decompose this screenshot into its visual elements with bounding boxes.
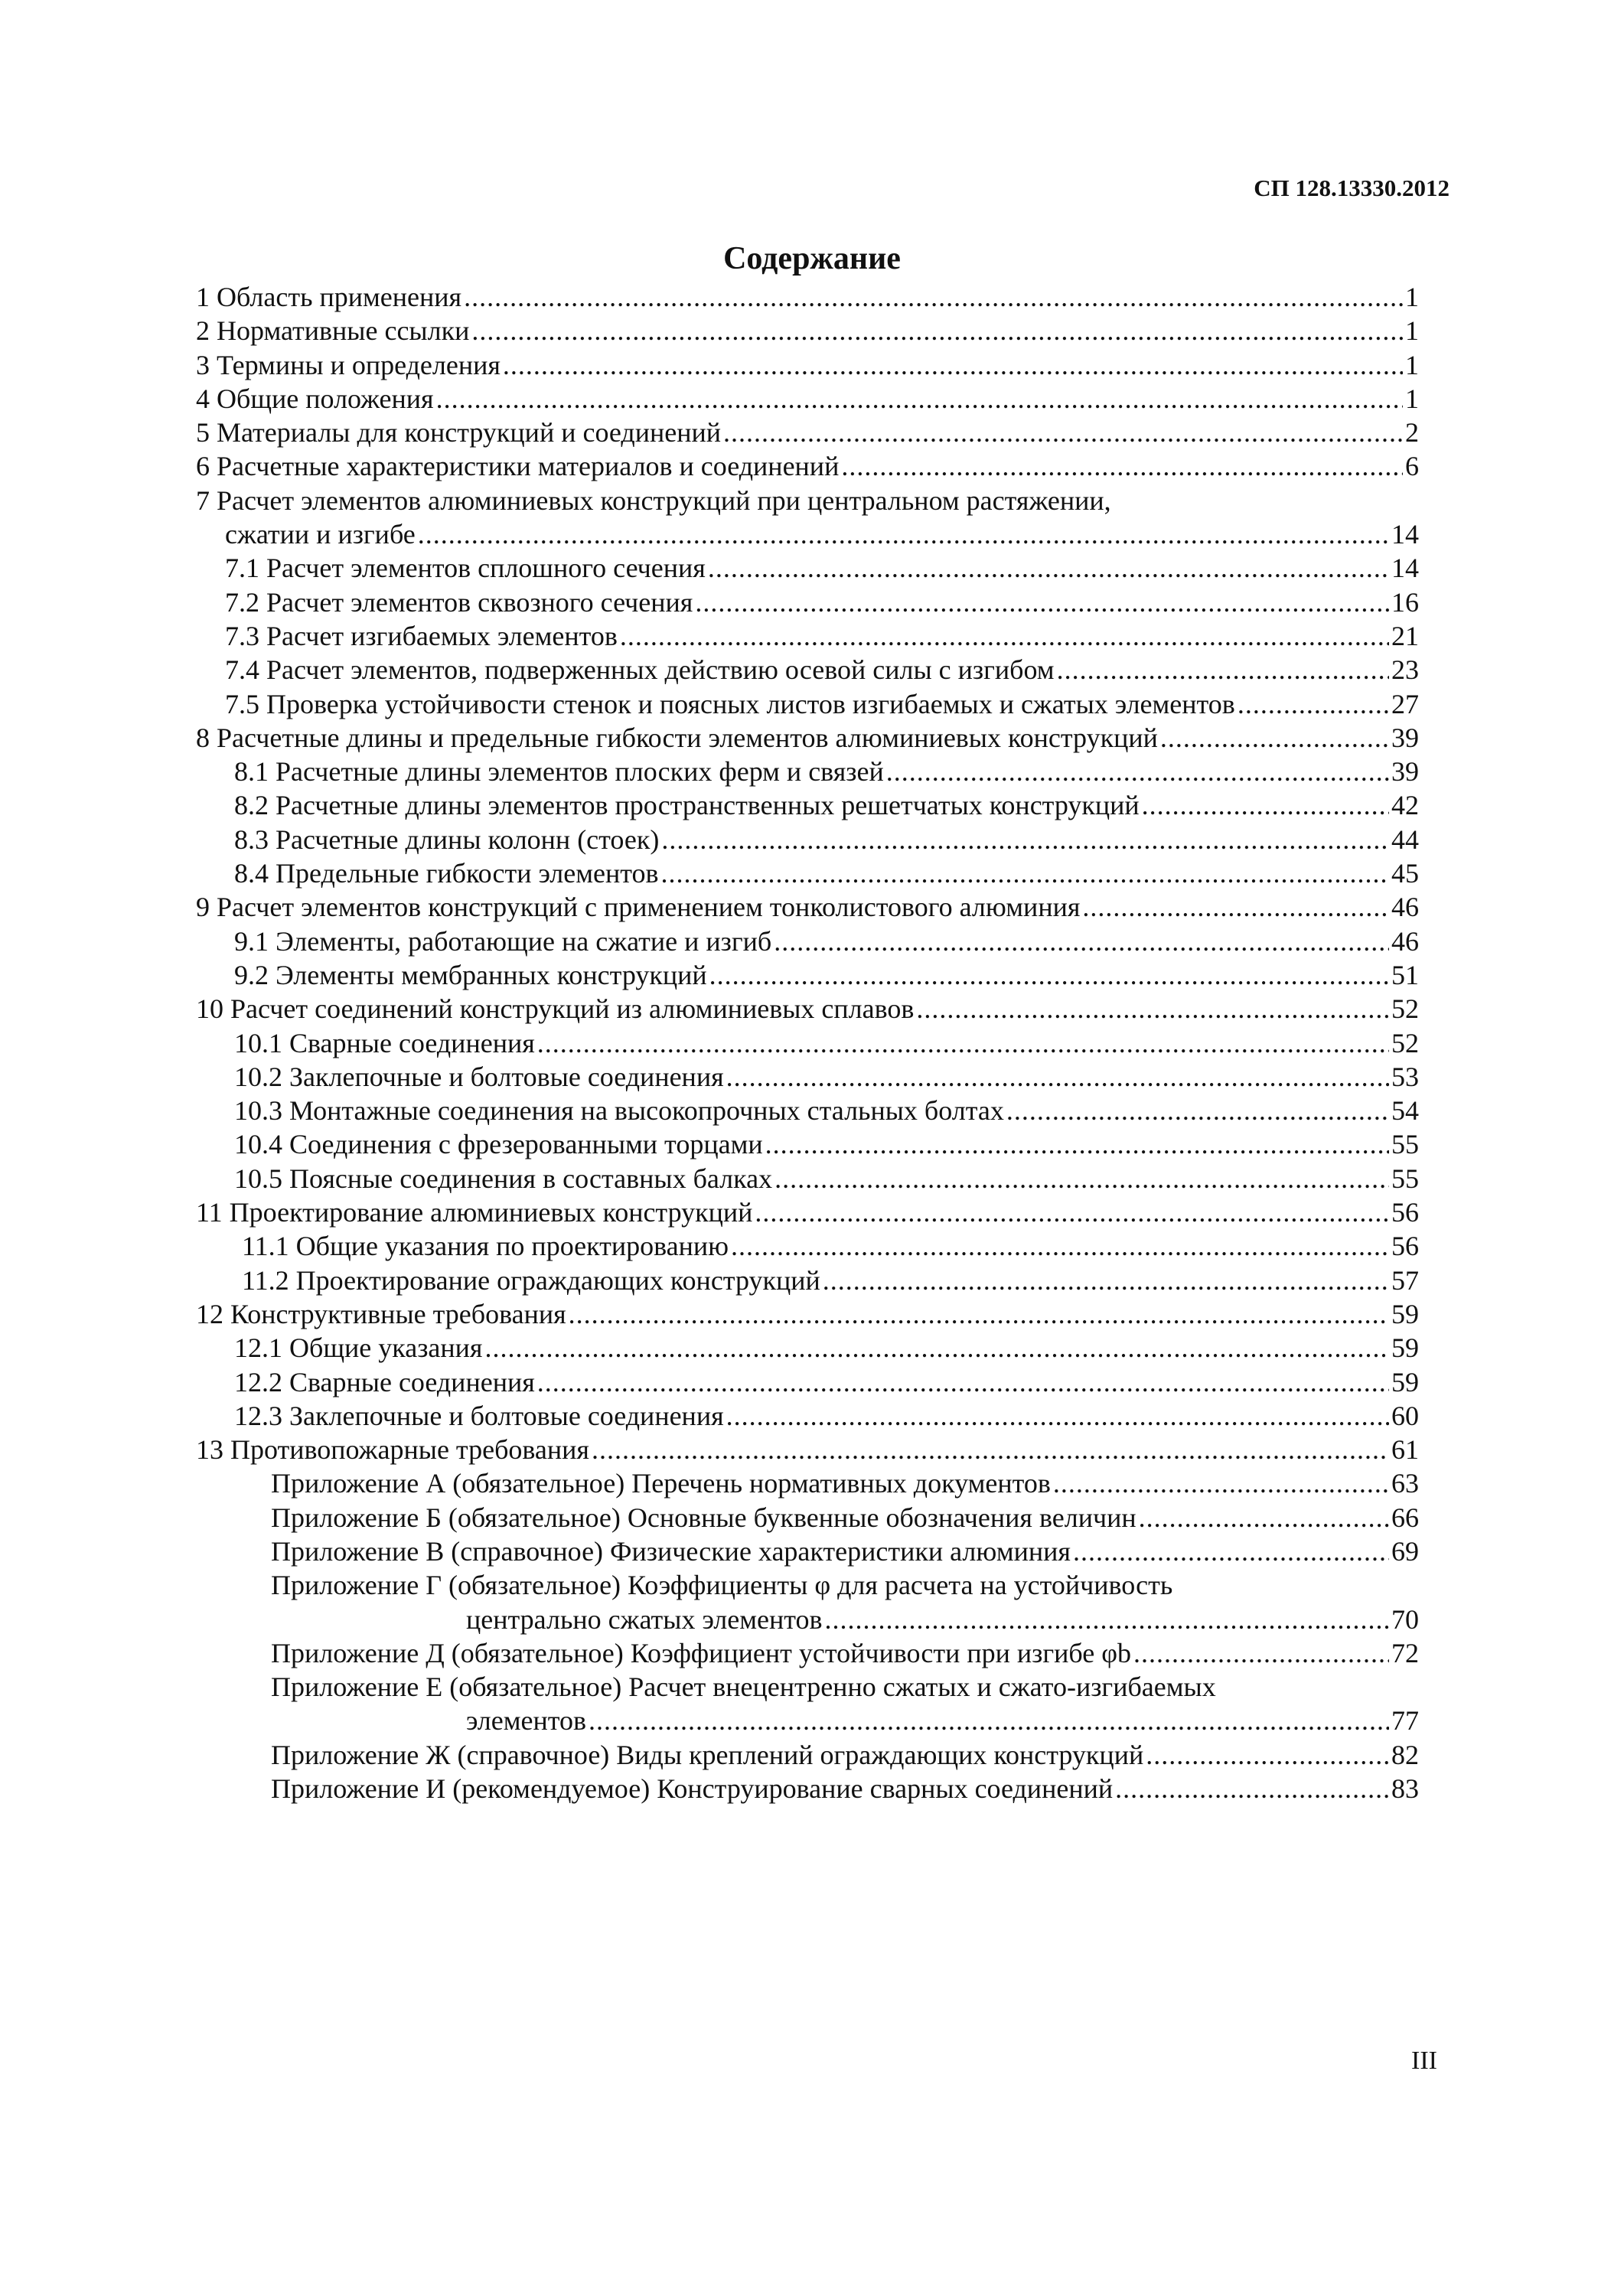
- toc-entry-text: 9.2 Элементы мембранных конструкций: [234, 959, 707, 990]
- toc-entry-10-1[interactable]: [196, 1026, 1419, 1060]
- toc-leader: [485, 1331, 1390, 1365]
- toc-entry-11[interactable]: [196, 1195, 1419, 1229]
- toc-entry-5[interactable]: [196, 416, 1419, 449]
- toc-leader: [1006, 1094, 1389, 1127]
- toc-entry-text: 7.4 Расчет элементов, подверженных действию осевой силы с изгибом: [225, 654, 1055, 686]
- toc-entry-text: Приложение Ж (справочное) Виды креплений ограждающих конструкций: [271, 1739, 1144, 1770]
- toc-page-number: 6: [1405, 451, 1419, 482]
- toc-page-number: 61: [1391, 1434, 1419, 1466]
- toc-entry-10-4[interactable]: [196, 1127, 1419, 1161]
- toc-leader: [731, 1229, 1389, 1263]
- toc-leader: [774, 1162, 1389, 1195]
- toc-page-number: 14: [1391, 519, 1419, 550]
- toc-entry-text: 5 Материалы для конструкций и соединений: [196, 417, 722, 448]
- toc-entry-text: 11.1 Общие указания по проектированию: [242, 1231, 729, 1262]
- toc-entry-1[interactable]: [196, 280, 1419, 314]
- toc-leader: [709, 958, 1389, 992]
- toc-page-number: 59: [1391, 1366, 1419, 1397]
- toc-leader: [1073, 1534, 1389, 1568]
- toc-entry-text: 8 Расчетные длины и предельные гибкости элементов алюминиевых конструкций: [196, 722, 1158, 753]
- toc-page-number: 51: [1391, 959, 1419, 990]
- toc-page-number: 56: [1391, 1231, 1419, 1262]
- toc-title: Содержание: [723, 241, 901, 276]
- toc-leader: [620, 619, 1389, 653]
- toc-entry-4[interactable]: [196, 382, 1419, 416]
- toc-page-number: 69: [1391, 1535, 1419, 1567]
- toc-page-number: 66: [1391, 1502, 1419, 1533]
- toc-leader: [1053, 1466, 1389, 1500]
- toc-entry-text: 11 Проектирование алюминиевых конструкций: [196, 1197, 753, 1228]
- toc-entry-text: Приложение А (обязательное) Перечень нормативных документов: [271, 1468, 1051, 1499]
- toc-entry-7[interactable]: [196, 517, 1419, 551]
- toc-page-number: 44: [1391, 823, 1419, 855]
- toc-entry-7-4[interactable]: [196, 653, 1419, 687]
- toc-leader: [569, 1297, 1389, 1331]
- toc-entry-2[interactable]: [196, 314, 1419, 347]
- toc-page-number: 53: [1391, 1061, 1419, 1092]
- toc-leader: [464, 280, 1403, 314]
- toc-entry-8-2[interactable]: [196, 788, 1419, 822]
- toc-entry-appendix-zh[interactable]: [196, 1738, 1419, 1772]
- toc-page-number: 1: [1405, 315, 1419, 347]
- toc-entry-text: 12.3 Заклепочные и болтовые соединения: [234, 1400, 724, 1431]
- toc-leader: [1133, 1636, 1389, 1670]
- toc-entry-appendix-g[interactable]: [196, 1603, 1419, 1636]
- toc-entry-text: 7.1 Расчет элементов сплошного сечения: [225, 553, 706, 584]
- toc-entry-text: 10.2 Заклепочные и болтовые соединения: [234, 1061, 724, 1092]
- toc-page-number: 46: [1391, 925, 1419, 957]
- toc-entry-appendix-e[interactable]: [196, 1704, 1419, 1737]
- toc-entry-8-1[interactable]: [196, 755, 1419, 788]
- toc-leader: [537, 1365, 1389, 1399]
- toc-entry-text: Приложение И (рекомендуемое) Конструирование сварных соединений: [271, 1773, 1114, 1805]
- toc-entry-9[interactable]: [196, 890, 1419, 924]
- toc-leader: [1160, 721, 1389, 755]
- toc-leader: [1115, 1772, 1389, 1805]
- toc-leader: [755, 1195, 1389, 1229]
- toc-entry-text: сжатии и изгибе: [225, 519, 416, 550]
- toc-leader: [916, 992, 1389, 1026]
- toc-page-number: 55: [1391, 1129, 1419, 1160]
- toc-leader: [723, 416, 1403, 449]
- toc-leader: [886, 755, 1389, 788]
- toc-entry-text: 12.2 Сварные соединения: [234, 1366, 535, 1397]
- toc-entry-7-3[interactable]: [196, 619, 1419, 653]
- toc-page-number: 83: [1391, 1773, 1419, 1805]
- toc-entry-text: Приложение Б (обязательное) Основные буквенные обозначения величин: [271, 1502, 1136, 1533]
- toc-entry-text: 7.5 Проверка устойчивости стенок и поясных листов изгибаемых и сжатых элементов: [225, 688, 1235, 719]
- toc-entry-appendix-e-first-line: Приложение Е (обязательное) Расчет внецентренно сжатых и сжато-изгибаемых: [271, 1671, 1216, 1703]
- toc-entry-text: 7.3 Расчет изгибаемых элементов: [225, 620, 618, 651]
- toc-leader: [589, 1704, 1389, 1737]
- toc-entry-10-5[interactable]: [196, 1162, 1419, 1195]
- toc-page-number: 21: [1391, 620, 1419, 651]
- toc-leader: [1146, 1738, 1389, 1772]
- toc-leader: [436, 382, 1403, 416]
- toc-entry-7-1[interactable]: [196, 551, 1419, 585]
- toc-entry-text: 1 Область применения: [196, 282, 462, 312]
- toc-page-number: 77: [1391, 1705, 1419, 1737]
- toc-leader: [824, 1603, 1389, 1636]
- toc-page-number: 60: [1391, 1400, 1419, 1431]
- toc-entry-appendix-b[interactable]: [196, 1501, 1419, 1534]
- toc-page-number: 55: [1391, 1163, 1419, 1194]
- toc-leader: [823, 1264, 1389, 1297]
- toc-page-number: 39: [1391, 756, 1419, 788]
- toc-page-number: 14: [1391, 553, 1419, 584]
- toc-entry-text: 12 Конструктивные требования: [196, 1298, 566, 1329]
- toc-entry-11-2[interactable]: [196, 1264, 1419, 1297]
- toc-page-number: 23: [1391, 654, 1419, 686]
- toc-page-number: 52: [1391, 993, 1419, 1025]
- toc-leader: [537, 1026, 1389, 1060]
- toc-page-number: 46: [1391, 892, 1419, 923]
- toc-entry-6[interactable]: [196, 449, 1419, 483]
- toc-page-number: 1: [1405, 383, 1419, 414]
- toc-leader: [841, 449, 1403, 483]
- toc-page-number: 59: [1391, 1298, 1419, 1329]
- toc-leader: [726, 1399, 1389, 1433]
- toc-entry-10[interactable]: [196, 992, 1419, 1026]
- toc-entry-text: 10.3 Монтажные соединения на высокопрочных стальных болтах: [234, 1095, 1004, 1127]
- toc-entry-appendix-d[interactable]: [196, 1636, 1419, 1670]
- toc-page-number: 42: [1391, 790, 1419, 821]
- toc-leader: [1238, 687, 1389, 721]
- toc-entry-appendix-g-first-line: Приложение Г (обязательное) Коэффициенты φ для расчета на устойчивость: [271, 1570, 1173, 1601]
- toc-entry-text: 8.3 Расчетные длины колонн (стоек): [234, 823, 660, 855]
- toc-entry-8[interactable]: [196, 721, 1419, 755]
- toc-page-number: 57: [1391, 1264, 1419, 1296]
- toc-page-number: 27: [1391, 688, 1419, 719]
- table-of-contents: [196, 280, 1419, 1805]
- toc-entry-12-2[interactable]: [196, 1365, 1419, 1399]
- toc-entry-text: 8.4 Предельные гибкости элементов: [234, 858, 659, 889]
- toc-entry-text: 11.2 Проектирование ограждающих конструкций: [242, 1264, 820, 1296]
- toc-entry-7-2[interactable]: [196, 585, 1419, 619]
- toc-entry-text: 12.1 Общие указания: [234, 1332, 483, 1364]
- toc-leader: [1057, 653, 1389, 687]
- toc-page-number: 39: [1391, 722, 1419, 753]
- toc-leader: [708, 551, 1389, 585]
- toc-entry-text: Приложение В (справочное) Физические характеристики алюминия: [271, 1535, 1071, 1567]
- toc-leader: [1139, 1501, 1389, 1534]
- toc-leader: [765, 1127, 1389, 1161]
- toc-page-number: 45: [1391, 858, 1419, 889]
- toc-leader: [471, 314, 1403, 347]
- toc-entry-7-first-line: 7 Расчет элементов алюминиевых конструкций при центральном растяжении,: [196, 484, 1111, 516]
- toc-entry-10-3[interactable]: [196, 1094, 1419, 1127]
- toc-leader: [592, 1433, 1389, 1466]
- toc-page-number: 63: [1391, 1468, 1419, 1499]
- toc-leader: [418, 517, 1389, 551]
- toc-entry-12-1[interactable]: [196, 1331, 1419, 1365]
- toc-page-number: 54: [1391, 1095, 1419, 1127]
- toc-leader: [503, 348, 1403, 382]
- toc-entry-text: элементов: [466, 1705, 587, 1737]
- toc-entry-appendix-v[interactable]: [196, 1534, 1419, 1568]
- toc-entry-8-4[interactable]: [196, 856, 1419, 890]
- toc-leader: [1082, 890, 1389, 924]
- toc-entry-text: 9 Расчет элементов конструкций с применением тонколистового алюминия: [196, 892, 1081, 923]
- toc-entry-text: 4 Общие положения: [196, 383, 434, 414]
- toc-leader: [774, 925, 1389, 958]
- toc-entry-text: 13 Противопожарные требования: [196, 1434, 589, 1466]
- toc-entry-appendix-a[interactable]: [196, 1466, 1419, 1500]
- toc-entry-text: 2 Нормативные ссылки: [196, 315, 470, 347]
- document-code: СП 128.13330.2012: [1254, 174, 1450, 201]
- toc-page-number: 82: [1391, 1739, 1419, 1770]
- toc-entry-text: 10.5 Поясные соединения в составных балках: [234, 1163, 773, 1194]
- toc-entry-11-1[interactable]: [196, 1229, 1419, 1263]
- toc-page-number: 56: [1391, 1197, 1419, 1228]
- toc-page-number: 16: [1391, 586, 1419, 618]
- toc-page-number: 70: [1391, 1603, 1419, 1635]
- toc-entry-text: 10.1 Сварные соединения: [234, 1027, 535, 1058]
- toc-entry-8-3[interactable]: [196, 823, 1419, 856]
- toc-entry-text: 3 Термины и определения: [196, 349, 501, 380]
- toc-entry-7-5[interactable]: [196, 687, 1419, 721]
- toc-leader: [1142, 788, 1389, 822]
- toc-entry-text: 8.2 Расчетные длины элементов пространственных решетчатых конструкций: [234, 790, 1140, 821]
- toc-entry-12[interactable]: [196, 1297, 1419, 1331]
- toc-leader: [695, 585, 1389, 619]
- toc-page-number: 52: [1391, 1027, 1419, 1058]
- toc-entry-10-2[interactable]: [196, 1060, 1419, 1094]
- toc-entry-text: Приложение Д (обязательное) Коэффициент устойчивости при изгибе φb: [271, 1637, 1132, 1668]
- toc-entry-13[interactable]: [196, 1433, 1419, 1466]
- toc-entry-text: центрально сжатых элементов: [466, 1603, 823, 1635]
- toc-entry-9-2[interactable]: [196, 958, 1419, 992]
- toc-page-number: 72: [1391, 1637, 1419, 1668]
- toc-entry-12-3[interactable]: [196, 1399, 1419, 1433]
- toc-page-number: 2: [1405, 417, 1419, 448]
- toc-entry-text: 8.1 Расчетные длины элементов плоских ферм и связей: [234, 756, 884, 788]
- toc-page-number: 1: [1405, 282, 1419, 312]
- toc-entry-text: 6 Расчетные характеристики материалов и соединений: [196, 451, 840, 482]
- toc-entry-text: 10 Расчет соединений конструкций из алюминиевых сплавов: [196, 993, 915, 1025]
- toc-leader: [661, 856, 1389, 890]
- toc-page-number: 1: [1405, 349, 1419, 380]
- toc-leader: [661, 823, 1389, 856]
- toc-entry-3[interactable]: [196, 348, 1419, 382]
- toc-entry-text: 10.4 Соединения с фрезерованными торцами: [234, 1129, 763, 1160]
- toc-entry-9-1[interactable]: [196, 925, 1419, 958]
- toc-leader: [726, 1060, 1389, 1094]
- toc-entry-appendix-i[interactable]: [196, 1772, 1419, 1805]
- toc-entry-text: 9.1 Элементы, работающие на сжатие и изгиб: [234, 925, 772, 957]
- page-number: III: [1411, 2047, 1437, 2075]
- toc-page-number: 59: [1391, 1332, 1419, 1364]
- toc-entry-text: 7.2 Расчет элементов сквозного сечения: [225, 586, 693, 618]
